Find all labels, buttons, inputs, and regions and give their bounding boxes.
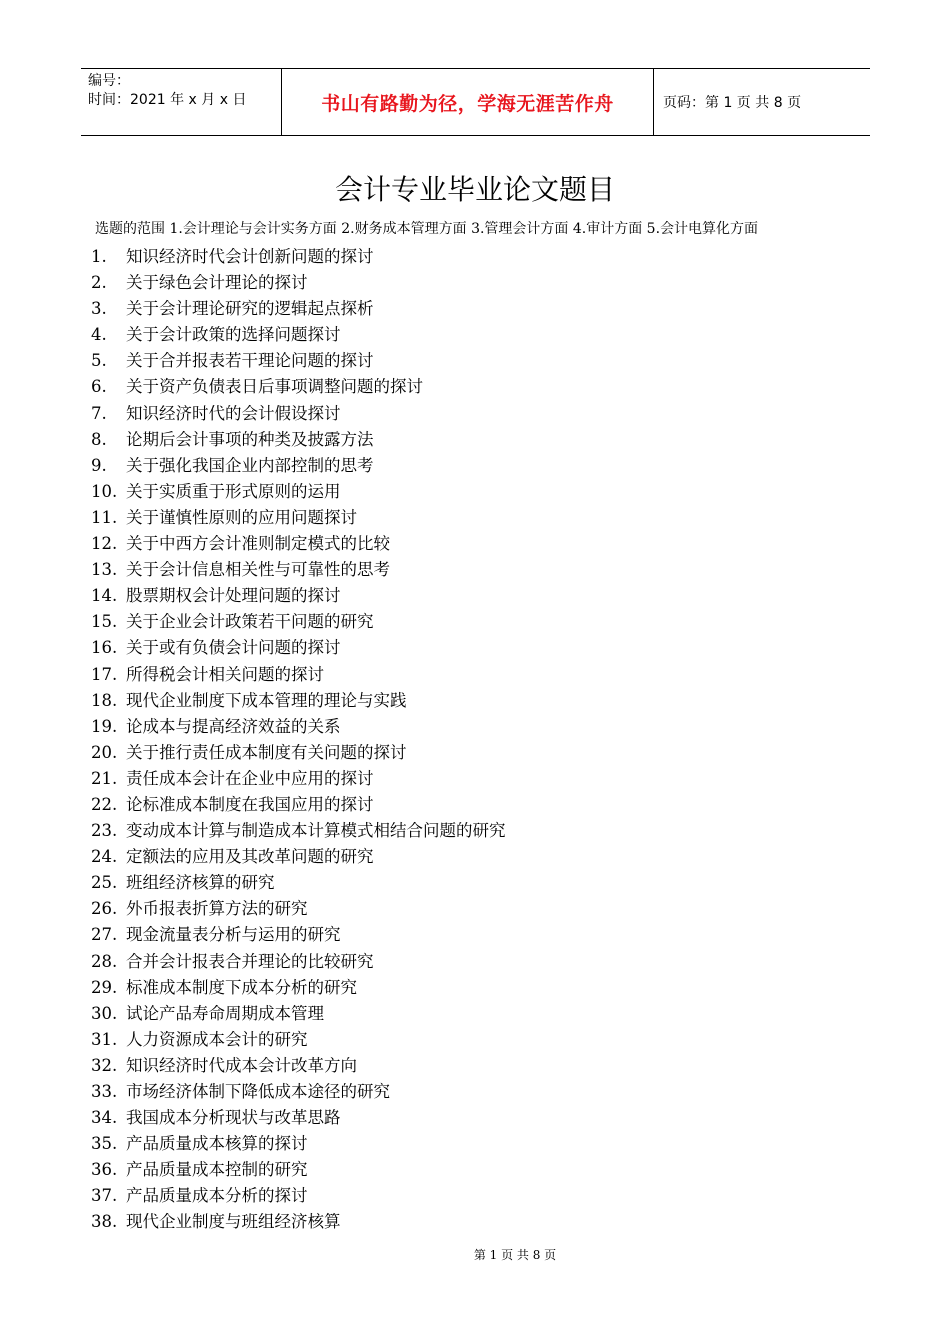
list-item	[91, 635, 506, 661]
list-item-text: 关于或有负债会计问题的探讨	[126, 638, 341, 658]
list-item-number: 34.	[91, 1108, 118, 1128]
list-item	[91, 870, 506, 896]
list-item-text: 关于实质重于形式原则的运用	[126, 481, 341, 501]
list-item	[91, 766, 506, 792]
list-item-text: 关于中西方会计准则制定模式的比较	[126, 534, 390, 554]
list-item-text: 产品质量成本分析的探讨	[126, 1186, 308, 1206]
list-item	[91, 1105, 506, 1131]
list-item-number: 30.	[91, 1003, 118, 1023]
list-item-number: 14.	[91, 586, 118, 606]
list-item	[91, 1079, 506, 1105]
list-item	[91, 609, 506, 635]
list-item-number: 8.	[91, 429, 107, 449]
list-item-number: 36.	[91, 1160, 118, 1180]
list-item	[91, 922, 506, 948]
list-item-number: 37.	[91, 1186, 118, 1206]
list-item-text: 现代企业制度下成本管理的理论与实践	[126, 690, 407, 710]
list-item	[91, 583, 506, 609]
list-item-number: 27.	[91, 925, 118, 945]
list-item-number: 20.	[91, 742, 118, 762]
list-item-number: 21.	[91, 768, 118, 788]
list-item-number: 35.	[91, 1134, 118, 1154]
list-item-text: 我国成本分析现状与改革思路	[126, 1108, 341, 1128]
list-item-text: 责任成本会计在企业中应用的探讨	[126, 768, 374, 788]
list-item-text: 关于会计政策的选择问题探讨	[126, 325, 341, 345]
list-item-number: 16.	[91, 638, 118, 658]
list-item-text: 关于强化我国企业内部控制的思考	[126, 455, 374, 475]
list-item	[91, 505, 506, 531]
list-item-text: 人力资源成本会计的研究	[126, 1029, 308, 1049]
list-item	[91, 818, 506, 844]
list-item-text: 关于企业会计政策若干问题的研究	[126, 612, 374, 632]
list-item-text: 知识经济时代会计创新问题的探讨	[126, 247, 374, 266]
list-item-text: 市场经济体制下降低成本途径的研究	[126, 1082, 390, 1101]
list-item	[91, 1209, 506, 1235]
list-item-number: 23.	[91, 821, 118, 841]
list-item-text: 关于推行责任成本制度有关问题的探讨	[126, 742, 407, 762]
list-item	[91, 1053, 506, 1079]
list-item	[91, 322, 506, 348]
list-item-number: 33.	[91, 1082, 118, 1101]
list-item-number: 19.	[91, 716, 118, 736]
list-item-number: 22.	[91, 794, 118, 814]
list-item-number: 24.	[91, 847, 118, 867]
list-item-text: 论成本与提高经济效益的关系	[126, 716, 341, 736]
list-item	[91, 662, 506, 688]
list-item-number: 10.	[91, 481, 118, 501]
header-page-number: 页码：第 1 页 共 8 页	[663, 95, 802, 111]
page-footer: 第 1 页 共 8 页	[473, 1248, 557, 1262]
list-item-number: 12.	[91, 534, 118, 554]
list-item-text: 知识经济时代成本会计改革方向	[126, 1055, 357, 1075]
list-item-number: 18.	[91, 690, 118, 710]
list-item-text: 关于绿色会计理论的探讨	[126, 273, 308, 293]
list-item-number: 28.	[91, 951, 118, 971]
list-item	[91, 348, 506, 374]
list-item	[91, 688, 506, 714]
header-meta	[81, 69, 282, 135]
list-item-text: 产品质量成本核算的探讨	[126, 1134, 308, 1154]
list-item-text: 变动成本计算与制造成本计算模式相结合问题的研究	[126, 821, 506, 841]
list-item-number: 3.	[91, 299, 107, 319]
topic-list	[91, 244, 506, 1236]
list-item-text: 班组经济核算的研究	[126, 873, 275, 893]
list-item	[91, 1001, 506, 1027]
document-number-label: 编号：	[88, 73, 130, 89]
list-item-number: 26.	[91, 899, 118, 919]
list-item-number: 32.	[91, 1055, 118, 1075]
page-header	[81, 68, 870, 136]
header-motto: 书山有路勤为径，学海无涯苦作舟	[282, 69, 654, 135]
list-item-number: 11.	[91, 507, 118, 527]
list-item	[91, 1027, 506, 1053]
list-item-number: 9.	[91, 455, 107, 475]
list-item-text: 所得税会计相关问题的探讨	[126, 664, 324, 684]
list-item	[91, 844, 506, 870]
list-item	[91, 714, 506, 740]
list-item-number: 29.	[91, 977, 118, 997]
list-item	[91, 453, 506, 479]
list-item	[91, 296, 506, 322]
list-item-text: 关于会计理论研究的逻辑起点探析	[126, 299, 374, 319]
list-item-text: 关于谨慎性原则的应用问题探讨	[126, 507, 357, 527]
list-item-number: 4.	[91, 325, 107, 345]
list-item-text: 现金流量表分析与运用的研究	[126, 925, 341, 945]
list-item	[91, 479, 506, 505]
list-item-number: 2.	[91, 273, 107, 293]
list-item	[91, 1131, 506, 1157]
list-item	[91, 427, 506, 453]
list-item-number: 38.	[91, 1212, 118, 1232]
list-item	[91, 1157, 506, 1183]
list-item-number: 6.	[91, 377, 107, 397]
list-item	[91, 975, 506, 1001]
list-item	[91, 557, 506, 583]
list-item-number: 5.	[91, 351, 107, 371]
list-item-number: 31.	[91, 1029, 118, 1049]
list-item-number: 7.	[91, 403, 107, 423]
list-item	[91, 949, 506, 975]
list-item-text: 股票期权会计处理问题的探讨	[126, 586, 341, 606]
document-date: 时间：2021 年 x 月 x 日	[88, 92, 247, 108]
list-item-text: 知识经济时代的会计假设探讨	[126, 403, 341, 423]
list-item-text: 关于会计信息相关性与可靠性的思考	[126, 560, 390, 580]
list-item-text: 定额法的应用及其改革问题的研究	[126, 847, 374, 867]
list-item	[91, 531, 506, 557]
list-item	[91, 896, 506, 922]
list-item-text: 产品质量成本控制的研究	[126, 1160, 308, 1180]
list-item-text: 论期后会计事项的种类及披露方法	[126, 429, 374, 449]
list-item-text: 关于资产负债表日后事项调整问题的探讨	[126, 377, 423, 397]
list-item	[91, 1183, 506, 1209]
list-item	[91, 401, 506, 427]
list-item-text: 试论产品寿命周期成本管理	[126, 1003, 324, 1023]
list-item-text: 标准成本制度下成本分析的研究	[126, 977, 357, 997]
list-item	[91, 740, 506, 766]
list-item-number: 15.	[91, 612, 118, 632]
list-item-number: 17.	[91, 664, 118, 684]
list-item-text: 论标准成本制度在我国应用的探讨	[126, 794, 374, 814]
list-item	[91, 244, 506, 270]
document-title: 会计专业毕业论文题目	[334, 173, 615, 206]
list-item-text: 关于合并报表若干理论问题的探讨	[126, 351, 374, 371]
list-item-number: 1.	[91, 247, 107, 266]
topic-scope: 选题的范围 1.会计理论与会计实务方面 2.财务成本管理方面 3.管理会计方面 4.审计方面 5.会计电算化方面	[95, 221, 759, 237]
list-item	[91, 374, 506, 400]
list-item-text: 外币报表折算方法的研究	[126, 899, 308, 919]
list-item-number: 13.	[91, 560, 118, 580]
list-item	[91, 270, 506, 296]
list-item	[91, 792, 506, 818]
list-item-text: 现代企业制度与班组经济核算	[126, 1212, 341, 1232]
list-item-number: 25.	[91, 873, 118, 893]
list-item-text: 合并会计报表合并理论的比较研究	[126, 951, 374, 971]
